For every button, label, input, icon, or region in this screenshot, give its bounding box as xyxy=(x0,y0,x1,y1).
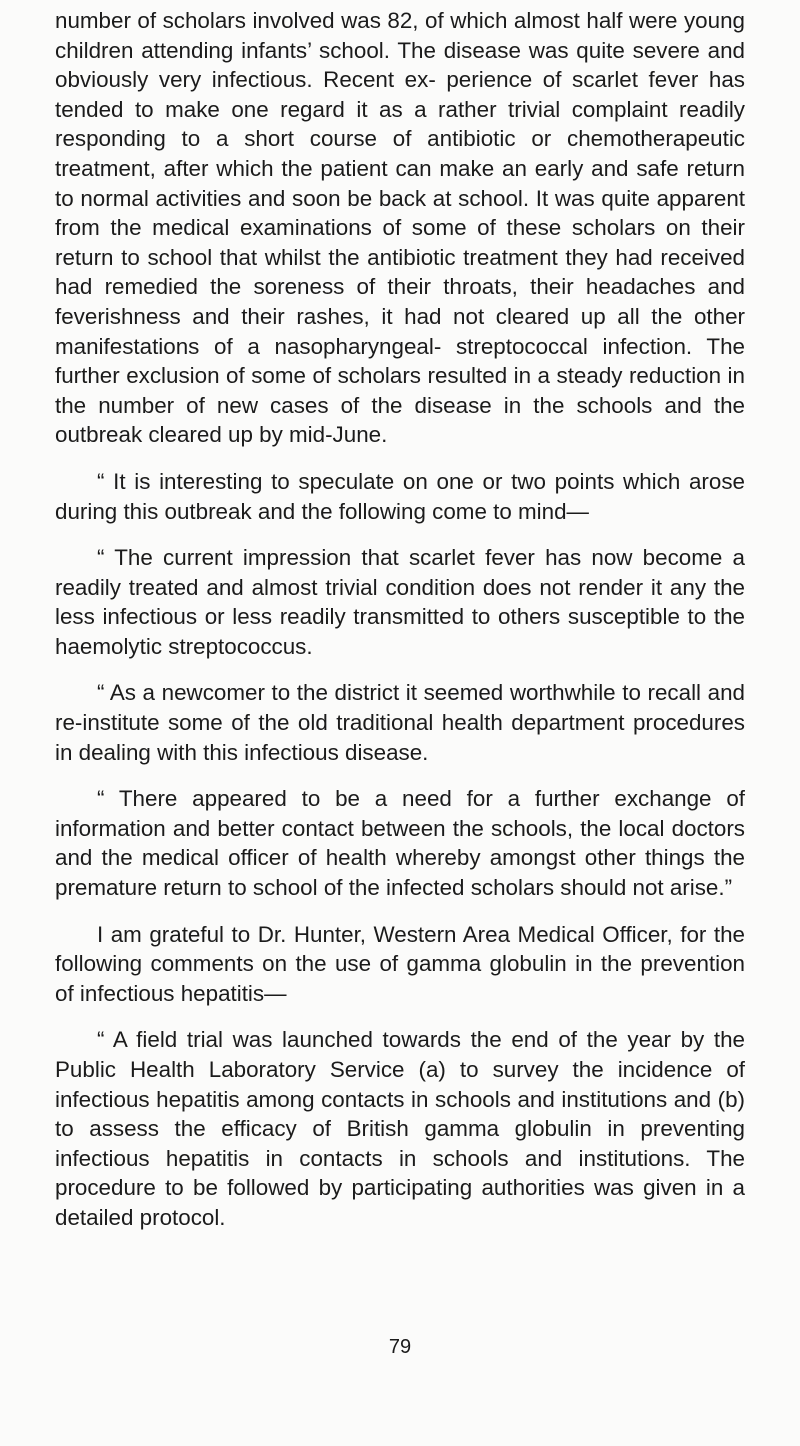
paragraph-newcomer: “ As a newcomer to the district it seemed worthwhile to recall and re-institute some of the old traditional health department procedures in dealing with this infectious disease. xyxy=(55,680,745,765)
page-number: 79 xyxy=(388,1336,412,1358)
paragraph-field-trial: “ A field trial was launched towards the end of the year by the Public Health Laboratory Service (a) to survey the incidence of infectious hepatitis among contacts in schools and institutions and (b) to assess the efficacy of British gamma globulin in preventing infectious hepatitis in contacts in schools and institutions. The procedure to be followed by participating authorities was given in a detailed protocol. xyxy=(55,1027,745,1230)
body-text xyxy=(55,6,745,1250)
paragraph-scarlet-fever-outbreak: number of scholars involved was 82, of which almost half were young children attending infants’ school. The disease was quite severe and obviously very infectious. Recent ex- perience of scarlet fever has tended to make one regard it as a rather trivial complaint readily responding to a short course of antibiotic or chemotherapeutic treatment, after which the patient can make an early and safe return to normal activities and soon be back at school. It was quite apparent from the medical examinations of some of these scholars on their return to school that whilst the antibiotic treatment they had received had remedied the soreness of their throats, their headaches and feverishness and their rashes, it had not cleared up all the other manifestations of a nasopharyngeal- streptococcal infection. The further exclusion of some of scholars resulted in a steady reduction in the number of new cases of the disease in the schools and the outbreak cleared up by mid-June. xyxy=(55,8,745,448)
paragraph-gamma-globulin-intro: I am grateful to Dr. Hunter, Western Area Medical Officer, for the following comments on the use of gamma globulin in the prevention of infectious hepatitis— xyxy=(55,921,745,1006)
paragraph-current-impression: “ The current impression that scarlet fever has now become a readily treated and almost trivial condition does not render it any the less infectious or less readily transmitted to others susceptible to the haemolytic streptococcus. xyxy=(55,545,745,659)
paragraph-speculation-intro: “ It is interesting to speculate on one or two points which arose during this outbreak and the following come to mind— xyxy=(55,468,745,524)
paragraph-exchange-of-information: “ There appeared to be a need for a further exchange of information and better contact between the schools, the local doctors and the medical officer of health whereby amongst other things the premature return to school of the infected scholars should not arise.” xyxy=(55,786,745,901)
